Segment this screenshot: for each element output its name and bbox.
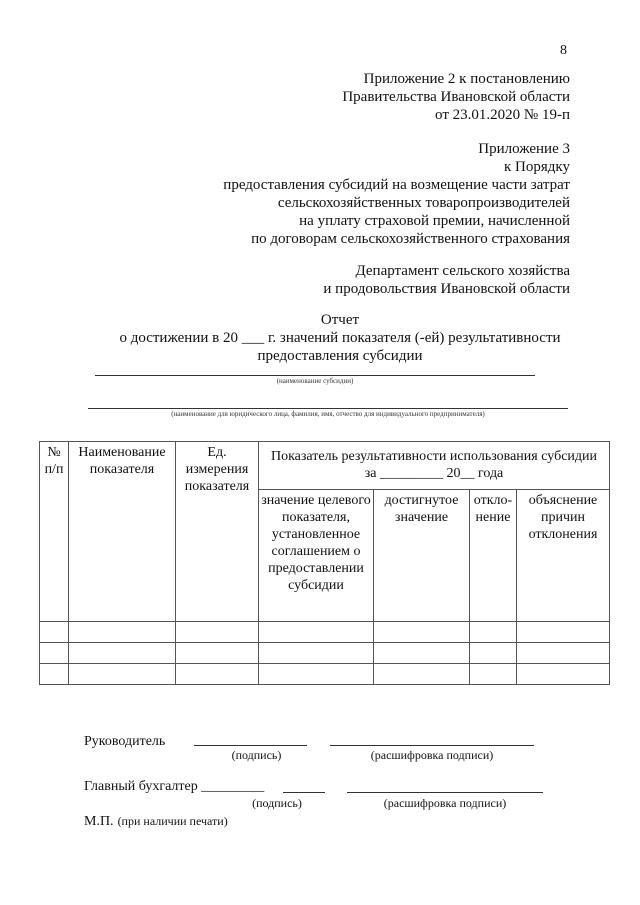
- head-name-line[interactable]: [330, 745, 534, 746]
- table-cell[interactable]: [470, 622, 517, 643]
- report-title-line: предоставления субсидии: [257, 348, 423, 364]
- head-signature-caption: (подпись): [231, 748, 282, 762]
- order-line: предоставления субсидий на возмещение части затрат: [223, 177, 570, 193]
- table-row: [40, 664, 610, 685]
- recipient-name-line: [88, 408, 568, 409]
- table-cell[interactable]: [40, 622, 69, 643]
- appendix-line: Правительства Ивановской области: [342, 89, 570, 105]
- table-cell[interactable]: [517, 643, 610, 664]
- table-cell[interactable]: [40, 643, 69, 664]
- order-line: Приложение 3: [478, 141, 570, 157]
- appendix-line: Приложение 2 к постановлению: [363, 71, 570, 87]
- head-name-caption: (расшифровка подписи): [370, 748, 494, 762]
- order-header: [130, 140, 570, 248]
- accountant-signature-caption: (подпись): [252, 796, 302, 810]
- order-line: по договорам сельскохозяйственного страхования: [251, 231, 570, 247]
- head-signature-line[interactable]: [194, 745, 307, 746]
- order-line: сельскохозяйственных товаропроизводителей: [277, 195, 570, 211]
- sub-reason-header: объяснение причин отклонения: [517, 490, 610, 622]
- page-number: 8: [560, 43, 567, 58]
- sub-achieved-header: достигнутое значение: [374, 490, 470, 622]
- stamp-note: (при наличии печати): [117, 814, 228, 828]
- table-cell[interactable]: [176, 664, 259, 685]
- col-unit-header: Ед. измерения показателя: [176, 442, 259, 622]
- table-cell[interactable]: [40, 664, 69, 685]
- order-line: к Порядку: [504, 159, 570, 175]
- department-block: [190, 262, 570, 298]
- accountant-name-line[interactable]: [347, 792, 543, 793]
- table-cell[interactable]: [517, 664, 610, 685]
- sub-deviation-header: откло- нение: [470, 490, 517, 622]
- col-num-header: № п/п: [40, 442, 69, 622]
- col-name-header: Наименование показателя: [69, 442, 176, 622]
- group-header: Показатель результативности использования субсидии за _________ 20__ года: [259, 442, 610, 490]
- accountant-label: Главный бухгалтер _________: [84, 779, 265, 794]
- accountant-name-caption: (расшифровка подписи): [383, 796, 507, 810]
- table-cell[interactable]: [69, 622, 176, 643]
- order-line: на уплату страховой премии, начисленной: [299, 213, 570, 229]
- head-label: Руководитель: [84, 734, 166, 749]
- subsidy-caption: (наименование субсидии): [276, 377, 354, 385]
- table-cell[interactable]: [259, 622, 374, 643]
- table-cell[interactable]: [176, 622, 259, 643]
- indicator-table: [39, 441, 610, 685]
- table-cell[interactable]: [470, 643, 517, 664]
- recipient-caption: (наименование для юридического лица, фамилия, имя, отчество для индивидуального предпринимателя): [171, 410, 485, 418]
- accountant-signature-line[interactable]: [283, 792, 325, 793]
- sub-target-header: значение целевого показателя, установленное соглашением о предоставлении субсидии: [259, 490, 374, 622]
- table-cell[interactable]: [470, 664, 517, 685]
- table-cell[interactable]: [259, 664, 374, 685]
- report-title-line: о достижении в 20 ___ г. значений показателя (-ей) результативности: [119, 330, 561, 346]
- table-row: [40, 643, 610, 664]
- appendix-header: [150, 70, 570, 124]
- table-cell[interactable]: [69, 643, 176, 664]
- appendix-line: от 23.01.2020 № 19-п: [435, 107, 570, 123]
- table-cell[interactable]: [374, 664, 470, 685]
- department-line: Департамент сельского хозяйства: [355, 263, 570, 279]
- department-line: и продовольствия Ивановской области: [323, 281, 570, 297]
- table-row: [40, 622, 610, 643]
- stamp-label: М.П.: [84, 814, 114, 829]
- table-cell[interactable]: [374, 643, 470, 664]
- stamp-block: [84, 812, 228, 831]
- table-cell[interactable]: [176, 643, 259, 664]
- report-title-line: Отчет: [320, 312, 360, 328]
- table-cell[interactable]: [69, 664, 176, 685]
- subsidy-name-line: [95, 375, 535, 376]
- table-cell[interactable]: [374, 622, 470, 643]
- report-title: [60, 311, 620, 365]
- table-cell[interactable]: [517, 622, 610, 643]
- table-cell[interactable]: [259, 643, 374, 664]
